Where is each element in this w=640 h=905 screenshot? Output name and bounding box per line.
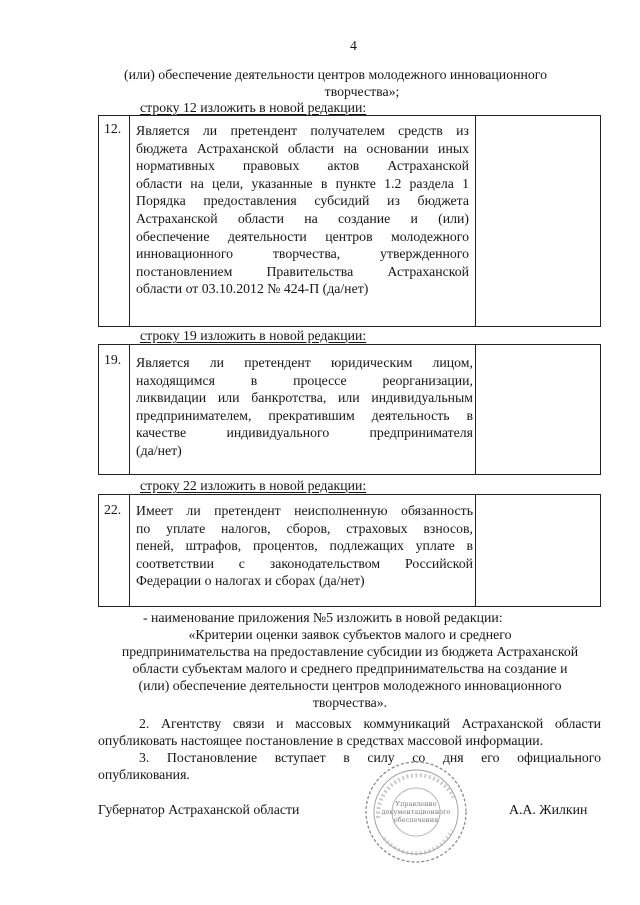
para-2-line-2: опубликовать настоящее постановление в средствах массовой информации. <box>98 733 544 748</box>
para-3-line-1: 3. Постановление вступает в силу со дня его официального <box>139 750 601 765</box>
signature-name: А.А. Жилкин <box>509 802 588 817</box>
row-19-caption: строку 19 изложить в новой редакции: <box>140 328 367 343</box>
para-2-line-1: 2. Агентству связи и массовых коммуникаций Астраханской области <box>139 716 601 731</box>
row-19-number: 19. <box>104 352 122 367</box>
svg-text:Управление: Управление <box>395 800 437 808</box>
appendix-title-line-3: области субъектам малого и среднего предпринимательства на создание и <box>132 661 568 676</box>
intro-line-1: (или) обеспечение деятельности центров молодежного инновационного <box>124 67 547 82</box>
page-number: 4 <box>350 38 357 53</box>
svg-text:документационного: документационного <box>381 808 451 816</box>
appendix-intro: - наименование приложения №5 изложить в новой редакции: <box>143 610 503 625</box>
row-12-number: 12. <box>104 121 122 136</box>
official-stamp <box>362 758 470 866</box>
appendix-title-line-5: творчества». <box>312 695 388 710</box>
row-22-text: Имеет ли претендент неисполненную обязанность по уплате налогов, сборов, страховых взносов, пеней, штрафов, процентов, подлежащих уплате в соответствии с законодательством Российской Федерации о налогах и сборах (да/нет) <box>136 503 473 589</box>
row-22-table <box>98 494 601 607</box>
row-12-table <box>98 115 601 327</box>
appendix-title-line-4: (или) обеспечение деятельности центров молодежного инновационного <box>138 678 562 693</box>
row-12-text: Является ли претендент получателем средств из бюджета Астраханской области на основании иных нормативных правовых актов Астраханской области на цели, указанные в пункте 1.2 раздела 1 Порядка предоставления субсидий из бюджета Астраханской области на создание и (или) обеспечение деятельности центров молодежного инновационного творчества, утвержденного постановлением Правительства Астраханской области от 03.10.2012 № 424-П (да/нет) <box>136 123 469 297</box>
row-12-caption: строку 12 изложить в новой редакции: <box>140 100 367 115</box>
row-19-table <box>98 344 601 475</box>
svg-text:обеспечения: обеспечения <box>393 816 439 824</box>
para-3-line-2: опубликования. <box>98 767 190 782</box>
intro-line-2: творчества»; <box>324 84 400 99</box>
appendix-title-line-1: «Критерии оценки заявок субъектов малого и среднего <box>188 627 512 642</box>
row-22-caption: строку 22 изложить в новой редакции: <box>140 478 367 493</box>
row-19-text: Является ли претендент юридическим лицом, находящимся в процессе реорганизации, ликвидации или банкротства, или индивидуальным предпринимателем, прекратившим деятельность в качестве индивидуального предпринимателя (да/нет) <box>136 355 473 458</box>
signature-position: Губернатор Астраханской области <box>98 802 300 817</box>
row-22-number: 22. <box>104 502 122 517</box>
appendix-title-line-2: предпринимательства на предоставление субсидии из бюджета Астраханской <box>121 644 579 659</box>
